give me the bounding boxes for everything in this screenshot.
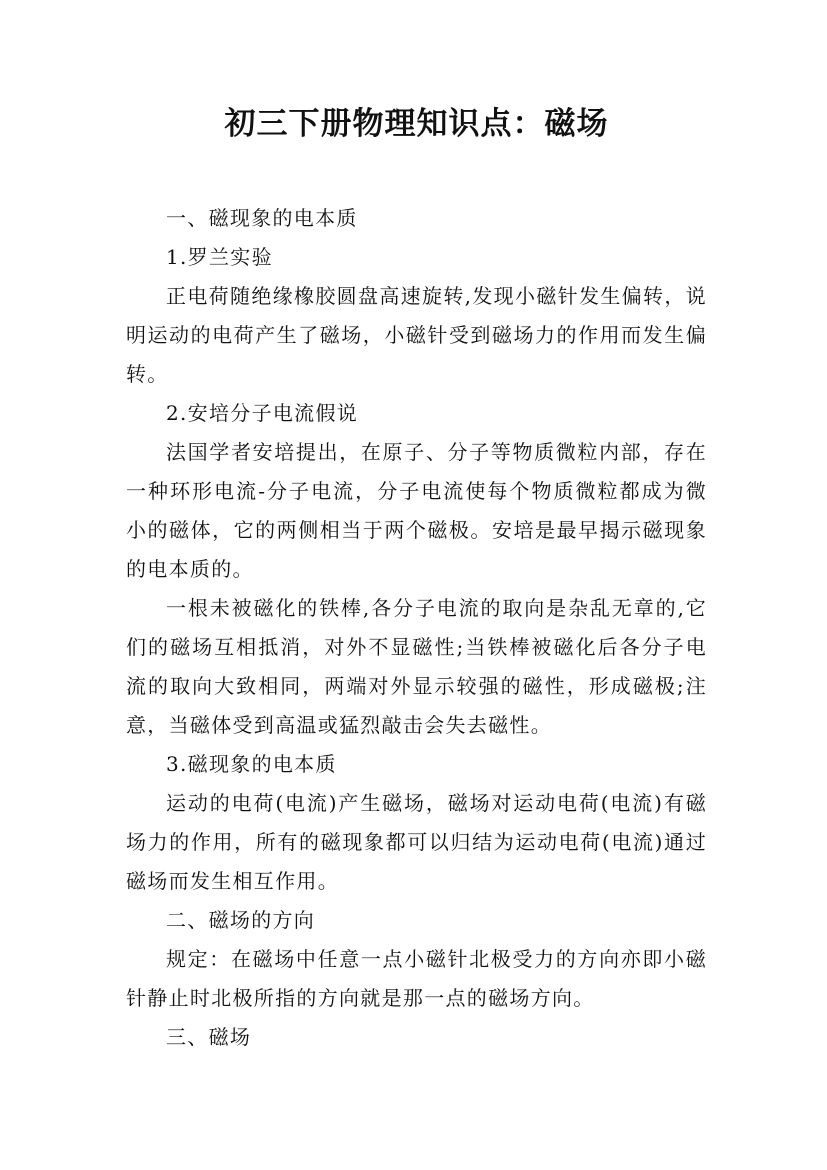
subsection-heading: 1.罗兰实验 bbox=[166, 245, 273, 269]
body-paragraph: 法国学者安培提出，在原子、分子等物质微粒内部，存在一种环形电流-分子电流，分子电流使每个物质微粒都成为微小的磁体，它的两侧相当于两个磁极。安培是最早揭示磁现象的电本质的。 bbox=[126, 440, 707, 581]
body-paragraph: 一根未被磁化的铁棒,各分子电流的取向是杂乱无章的,它们的磁场互相抵消，对外不显磁性;当铁棒被磁化后各分子电流的取向大致相同，两端对外显示较强的磁性，形成磁极;注意，当磁体受到高温或猛烈敲击会失去磁性。 bbox=[126, 596, 707, 737]
document-body bbox=[126, 199, 707, 1057]
section-heading: 二、磁场的方向 bbox=[166, 908, 316, 932]
body-paragraph: 运动的电荷(电流)产生磁场，磁场对运动电荷(电流)有磁场力的作用，所有的磁现象都可以归结为运动电荷(电流)通过磁场而发生相互作用。 bbox=[126, 791, 707, 893]
body-paragraph: 正电荷随绝缘橡胶圆盘高速旋转,发现小磁针发生偏转，说明运动的电荷产生了磁场，小磁针受到磁场力的作用而发生偏转。 bbox=[126, 284, 707, 386]
document-title: 初三下册物理知识点：磁场 bbox=[224, 106, 609, 142]
section-heading: 三、磁场 bbox=[166, 1025, 252, 1049]
subsection-heading: 2.安培分子电流假说 bbox=[166, 401, 359, 425]
subsection-heading: 3.磁现象的电本质 bbox=[166, 752, 337, 776]
section-heading: 一、磁现象的电本质 bbox=[166, 206, 358, 230]
body-paragraph: 规定：在磁场中任意一点小磁针北极受力的方向亦即小磁针静止时北极所指的方向就是那一点的磁场方向。 bbox=[126, 947, 707, 1010]
